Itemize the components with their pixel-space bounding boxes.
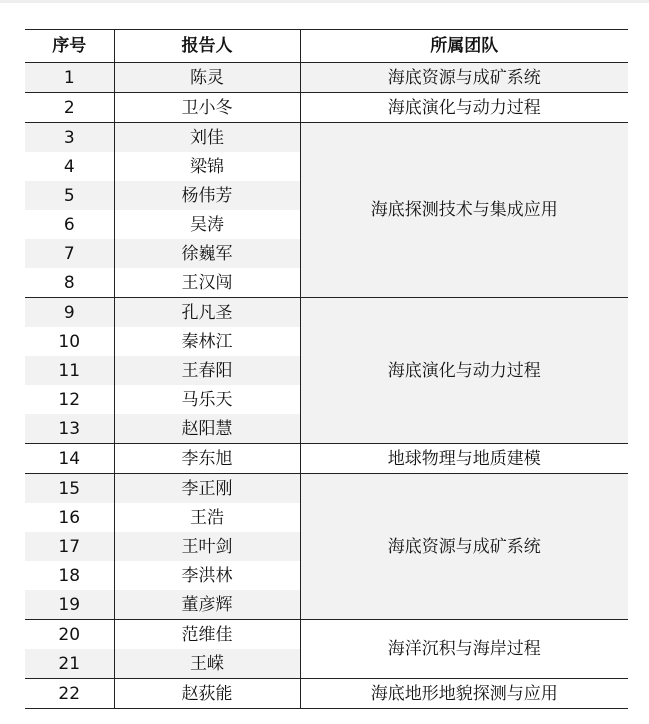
row-number: 9 [25,298,114,328]
row-number: 16 [58,507,81,528]
speaker-name: 刘佳 [114,123,300,153]
speaker-name: 徐巍军 [114,239,300,268]
row-number: 10 [58,331,81,352]
row-number: 22 [25,679,114,709]
row-number: 7 [25,239,114,268]
speaker-table [25,29,628,709]
speaker-name: 陈灵 [114,63,300,93]
speaker-name: 马乐天 [114,385,300,414]
table-row [25,298,628,328]
speaker-name: 李东旭 [114,444,300,474]
row-number: 4 [63,156,75,177]
row-number: 18 [58,565,81,586]
speaker-name: 王叶剑 [114,532,300,561]
row-number: 1 [25,63,114,93]
speaker-name: 赵荻能 [114,679,300,709]
top-divider [0,0,649,3]
speaker-name: 王汉闯 [114,268,300,298]
team-name: 海底演化与动力过程 [300,93,628,123]
team-name: 海洋沉积与海岸过程 [300,620,628,679]
row-number: 15 [25,474,114,504]
header-number: 序号 [25,30,114,63]
table-row [25,620,628,650]
header-speaker: 报告人 [114,30,300,63]
speaker-name: 范维佳 [114,620,300,650]
speaker-name: 王嵘 [114,649,300,679]
header-team: 所属团队 [300,30,628,63]
speaker-name: 王浩 [114,503,300,532]
row-number: 19 [25,590,114,620]
row-number: 21 [25,649,114,679]
row-number: 5 [25,181,114,210]
row-number: 11 [25,356,114,385]
table-row [25,123,628,153]
table-row [25,93,628,123]
team-name: 海底演化与动力过程 [300,298,628,444]
table-row [25,63,628,93]
row-number: 17 [25,532,114,561]
row-number: 12 [58,389,81,410]
row-number: 20 [25,620,114,650]
speaker-name: 杨伟芳 [114,181,300,210]
speaker-name: 李正刚 [114,474,300,504]
row-number: 14 [25,444,114,474]
speaker-name: 秦林江 [114,327,300,356]
table-row [25,679,628,709]
row-number: 3 [25,123,114,153]
team-name: 海底探测技术与集成应用 [300,123,628,298]
speaker-name: 梁锦 [114,152,300,181]
speaker-name: 董彦辉 [114,590,300,620]
row-number: 8 [63,272,75,293]
team-name: 海底资源与成矿系统 [300,474,628,620]
team-name: 海底地形地貌探测与应用 [300,679,628,709]
speaker-name: 孔凡圣 [114,298,300,328]
speaker-name: 李洪林 [114,561,300,590]
row-number: 13 [25,414,114,444]
team-name: 地球物理与地质建模 [300,444,628,474]
table-row [25,444,628,474]
speaker-name: 吴涛 [114,210,300,239]
team-name: 海底资源与成矿系统 [300,63,628,93]
table-row [25,474,628,504]
row-number: 6 [63,214,75,235]
speaker-name: 王春阳 [114,356,300,385]
speaker-name: 卫小冬 [114,93,300,123]
table-header-row [25,30,628,63]
speaker-name: 赵阳慧 [114,414,300,444]
row-number: 2 [25,93,114,123]
